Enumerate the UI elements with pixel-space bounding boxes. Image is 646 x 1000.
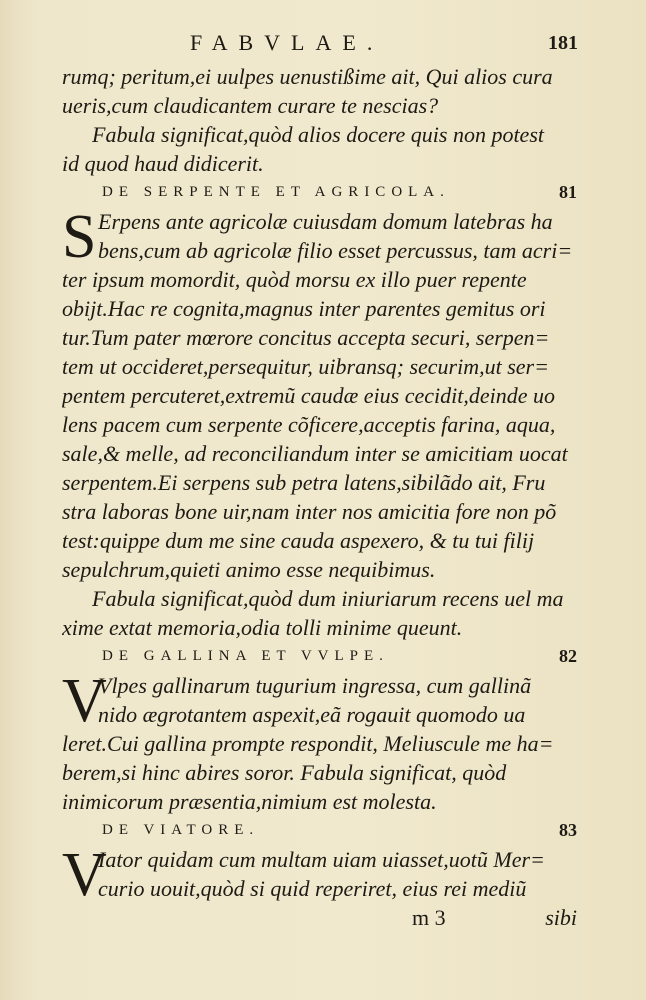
moral-line: Fabula significat,quòd alios docere quis non potest: [92, 122, 544, 147]
text-line: Vlpes gallinarum tugurium ingressa, cum gallinã: [98, 673, 532, 698]
drop-capital: S: [62, 203, 97, 271]
text-line: berem,si hinc abires soror. Fabula significat, quòd: [62, 760, 507, 785]
fable-paragraph: [62, 203, 577, 642]
moral-line: id quod haud didicerit.: [62, 151, 264, 176]
text-line: lens pacem cum serpente cõficere,acceptis farina, aqua,: [62, 412, 556, 437]
fable-paragraph: [62, 841, 577, 909]
fable-title: DE VIATORE.: [102, 822, 260, 838]
text-line: nido ægrotantem aspexit,eã rogauit quomodo ua: [98, 702, 526, 727]
text-block: [62, 62, 577, 932]
fable-number: 82: [559, 646, 577, 666]
text-line: stra laboras bone uir,nam inter nos amicitia fore non põ: [62, 499, 557, 524]
drop-capital: V: [62, 841, 107, 909]
signature-mark: m 3: [412, 905, 446, 930]
text-line: curio uouit,quòd si quid reperiret, eius rei mediũ: [98, 876, 527, 901]
text-line: sale,& melle, ad reconciliandum inter se amicitiam uocat: [62, 441, 568, 466]
text-line: Iator quidam cum multam uiam uiasset,uotũ Mer=: [98, 847, 545, 872]
catchword: sibi: [545, 905, 577, 930]
fable-paragraph: [62, 667, 577, 816]
text-line: ter ipsum momordit, quòd morsu ex illo puer repente: [62, 267, 527, 292]
text-line: tem ut occideret,persequitur, uibransq; securim,ut ser=: [62, 354, 549, 379]
text-line: rumq; peritum,ei uulpes uenustißime ait, Qui alios cura: [62, 64, 553, 89]
text-line: serpentem.Ei serpens sub petra latens,sibilãdo ait, Fru: [62, 470, 546, 495]
fable-title: DE GALLINA ET VVLPE.: [102, 648, 389, 664]
text-line: obijt.Hac re cognita,magnus inter parentes gemitus ori: [62, 296, 546, 321]
text-line: ueris,cum claudicantem curare te nescias?: [62, 93, 439, 118]
page-footer: [62, 903, 577, 932]
fable-title: DE SERPENTE ET AGRICOLA.: [102, 184, 450, 200]
drop-capital: V: [62, 667, 107, 735]
text-line: leret.Cui gallina prompte respondit, Meliuscule me ha=: [62, 731, 554, 756]
moral-line: Fabula significat,quòd dum iniuriarum recens uel ma: [92, 586, 564, 611]
fable-heading: [62, 816, 577, 845]
text-line: Erpens ante agricolæ cuiusdam domum latebras ha: [98, 209, 553, 234]
running-title: FABVLAE.: [190, 30, 384, 55]
text-line: sepulchrum,quieti animo esse nequibimus.: [62, 557, 436, 582]
fable-heading: [62, 642, 577, 671]
text-line: bens,cum ab agricolæ filio esset percussus, tam acri=: [98, 238, 573, 263]
fable-number: 81: [559, 182, 577, 202]
moral-line: xime extat memoria,odia tolli minime queunt.: [62, 615, 463, 640]
text-line: inimicorum præsentia,nimium est molesta.: [62, 789, 437, 814]
fable-number: 83: [559, 820, 577, 840]
text-line: tur.Tum pater mœrore concitus accepta securi, serpen=: [62, 325, 550, 350]
text-line: pentem percuteret,extremũ caudæ eius cecidit,deinde uo: [62, 383, 555, 408]
running-head: [0, 30, 646, 60]
text-line: test:quippe dum me sine cauda aspexero, & tu tui filij: [62, 528, 535, 553]
fable-heading: [62, 178, 577, 207]
page-number: 181: [548, 32, 578, 54]
